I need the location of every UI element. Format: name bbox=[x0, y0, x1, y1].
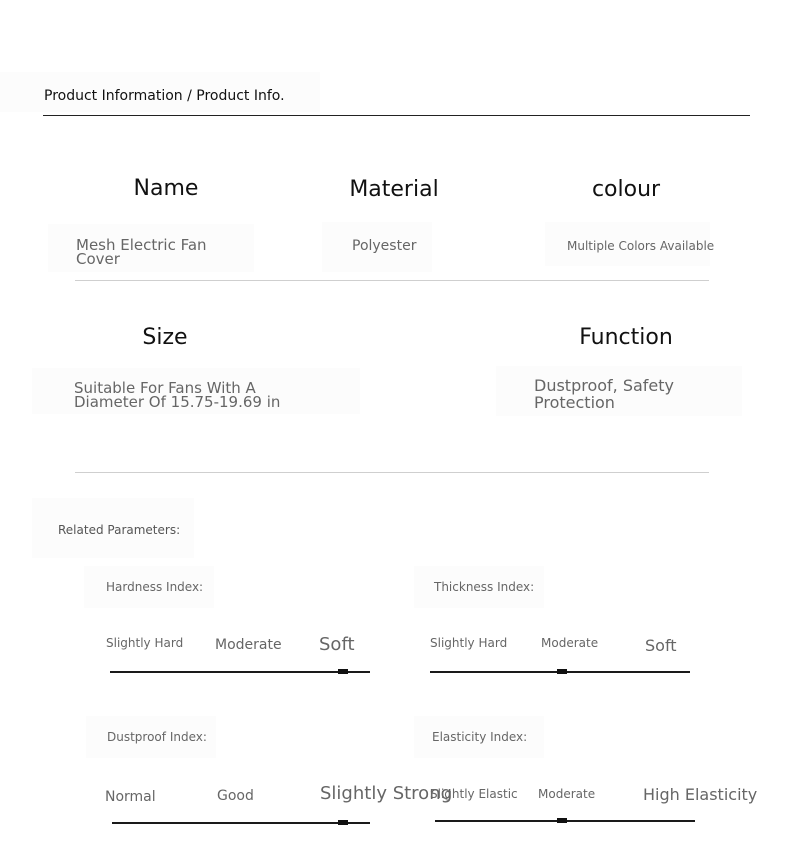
size-heading: Size bbox=[142, 325, 188, 350]
material-value-box bbox=[322, 222, 432, 272]
hardness-scale-marker bbox=[338, 669, 348, 674]
thickness-level-moderate: Moderate bbox=[541, 636, 599, 650]
function-value: Dustproof, Safety Protection bbox=[534, 376, 675, 412]
hardness-level-slightly-hard: Slightly Hard bbox=[106, 636, 184, 650]
elasticity-label-box bbox=[414, 716, 544, 758]
dustproof-scale-track bbox=[112, 822, 370, 824]
page-title-block bbox=[0, 72, 320, 112]
thickness-level-soft: Soft bbox=[645, 636, 677, 655]
dustproof-index-label: Dustproof Index: bbox=[107, 730, 207, 744]
header-divider bbox=[43, 115, 750, 116]
thickness-scale-marker bbox=[557, 669, 567, 674]
page-title: Product Information / Product Info. bbox=[44, 88, 285, 104]
dustproof-level-normal: Normal bbox=[105, 789, 156, 805]
dustproof-scale-marker bbox=[338, 820, 348, 825]
dustproof-level-slightly-strong: Slightly Strong bbox=[320, 783, 453, 804]
hardness-index-label: Hardness Index: bbox=[106, 580, 204, 594]
thickness-label-box bbox=[414, 566, 544, 608]
row-divider-2 bbox=[75, 472, 709, 473]
dustproof-level-good: Good bbox=[217, 788, 254, 804]
elasticity-level-moderate: Moderate bbox=[538, 787, 596, 801]
size-value: Suitable For Fans With A Diameter Of 15.75-19.69 in bbox=[74, 379, 281, 411]
material-heading: Material bbox=[349, 177, 439, 202]
size-value-box bbox=[32, 368, 360, 414]
row-divider-1 bbox=[75, 280, 709, 281]
function-value-box bbox=[496, 366, 742, 416]
elasticity-index-label: Elasticity Index: bbox=[432, 730, 528, 744]
name-value: Mesh Electric Fan Cover bbox=[76, 236, 207, 268]
hardness-level-moderate: Moderate bbox=[215, 637, 282, 653]
material-value: Polyester bbox=[352, 238, 417, 254]
function-heading: Function bbox=[579, 325, 673, 350]
hardness-label-box bbox=[84, 566, 214, 608]
thickness-index-label: Thickness Index: bbox=[434, 580, 535, 594]
colour-value-box bbox=[545, 222, 715, 266]
name-value-box bbox=[48, 224, 254, 272]
related-parameters-label: Related Parameters: bbox=[58, 523, 181, 537]
colour-value: Multiple Colors Available bbox=[567, 239, 715, 253]
name-heading: Name bbox=[133, 176, 199, 201]
hardness-level-soft: Soft bbox=[319, 634, 355, 655]
colour-heading: colour bbox=[591, 177, 661, 202]
thickness-level-slightly-hard: Slightly Hard bbox=[430, 636, 508, 650]
hardness-scale-track bbox=[110, 671, 370, 673]
dustproof-label-box bbox=[86, 716, 216, 758]
elasticity-scale-marker bbox=[557, 818, 567, 823]
related-parameters-box bbox=[32, 498, 194, 558]
elasticity-level-slightly-elastic: Slightly Elastic bbox=[430, 787, 518, 801]
elasticity-level-high-elasticity: High Elasticity bbox=[643, 785, 758, 804]
